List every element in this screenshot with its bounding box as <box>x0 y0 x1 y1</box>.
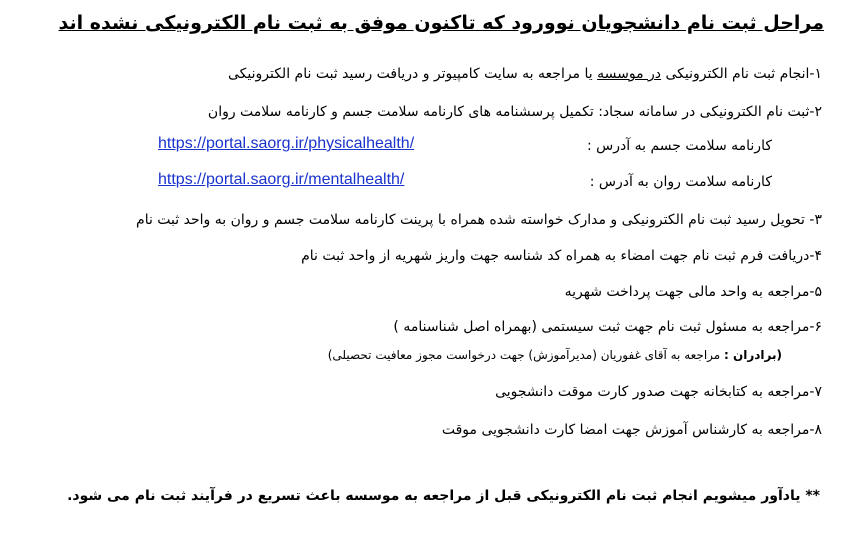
step-text: مراجعه به کارشناس آموزش جهت امضا کارت دانشجویی موقت <box>441 422 810 438</box>
step-1 <box>22 66 822 82</box>
step-number: ۷- <box>809 384 822 400</box>
step-number: ۶- <box>809 319 822 335</box>
step-7 <box>22 384 822 400</box>
step-8 <box>22 422 822 438</box>
step-2 <box>22 104 822 120</box>
step-text-underlined: در موسسه <box>597 66 662 82</box>
step-number: ۱- <box>809 66 822 82</box>
step-text: دریافت فرم ثبت نام جهت امضاء به همراه کد شناسه جهت واریز شهریه از واحد ثبت نام <box>301 248 810 264</box>
step-number: ۳- <box>809 212 822 228</box>
step-5 <box>22 284 822 300</box>
step-text: ثبت نام الکترونیکی در سامانه سجاد: تکمیل پرسشنامه های کارنامه سلامت جسم و کارنامه سلامت روان <box>207 104 810 120</box>
health-link-label-mental: کارنامه سلامت روان به آدرس : <box>589 174 772 190</box>
step-6 <box>22 319 822 335</box>
note-bold-label: (برادران : <box>724 348 782 362</box>
step-text: یا مراجعه به سایت کامپیوتر و دریافت رسید ثبت نام الکترونیکی <box>227 66 598 82</box>
step-4 <box>22 248 822 264</box>
step-text: مراجعه به کتابخانه جهت صدور کارت موقت دانشجویی <box>495 384 810 400</box>
step-number: ۴- <box>809 248 822 264</box>
footer-reminder: ** یادآور میشویم انجام ثبت نام الکترونیکی قبل از مراجعه به موسسه باعث تسریع در فرآیند ثبت نام می شود. <box>67 488 820 504</box>
step-number: ۲- <box>809 104 822 120</box>
step-text: تحویل رسید ثبت نام الکترونیکی و مدارک خواسته شده همراه با پرینت کارنامه سلامت جسم و روان به واحد ثبت نام <box>136 212 810 228</box>
page-title: مراحل ثبت نام دانشجویان نوورود که تاکنون موفق به ثبت نام الکترونیکی نشده اند <box>58 12 824 34</box>
brothers-note <box>328 348 782 362</box>
mental-health-link[interactable]: https://portal.saorg.ir/mentalhealth/ <box>158 171 405 188</box>
physical-health-link[interactable]: https://portal.saorg.ir/physicalhealth/ <box>158 135 415 152</box>
step-number: ۵- <box>809 284 822 300</box>
step-text: مراجعه به مسئول ثبت نام جهت ثبت سیستمی (بهمراه اصل شناسنامه ) <box>393 319 810 335</box>
step-3 <box>22 212 822 228</box>
note-text: مراجعه به آقای غفوریان (مدیرآموزش) جهت درخواست مجوز معافیت تحصیلی) <box>327 348 725 362</box>
step-number: ۸- <box>809 422 822 438</box>
health-link-label-physical: کارنامه سلامت جسم به آدرس : <box>587 138 772 154</box>
step-text: انجام ثبت نام الکترونیکی <box>661 66 810 82</box>
step-text: مراجعه به واحد مالی جهت پرداخت شهریه <box>564 284 810 300</box>
